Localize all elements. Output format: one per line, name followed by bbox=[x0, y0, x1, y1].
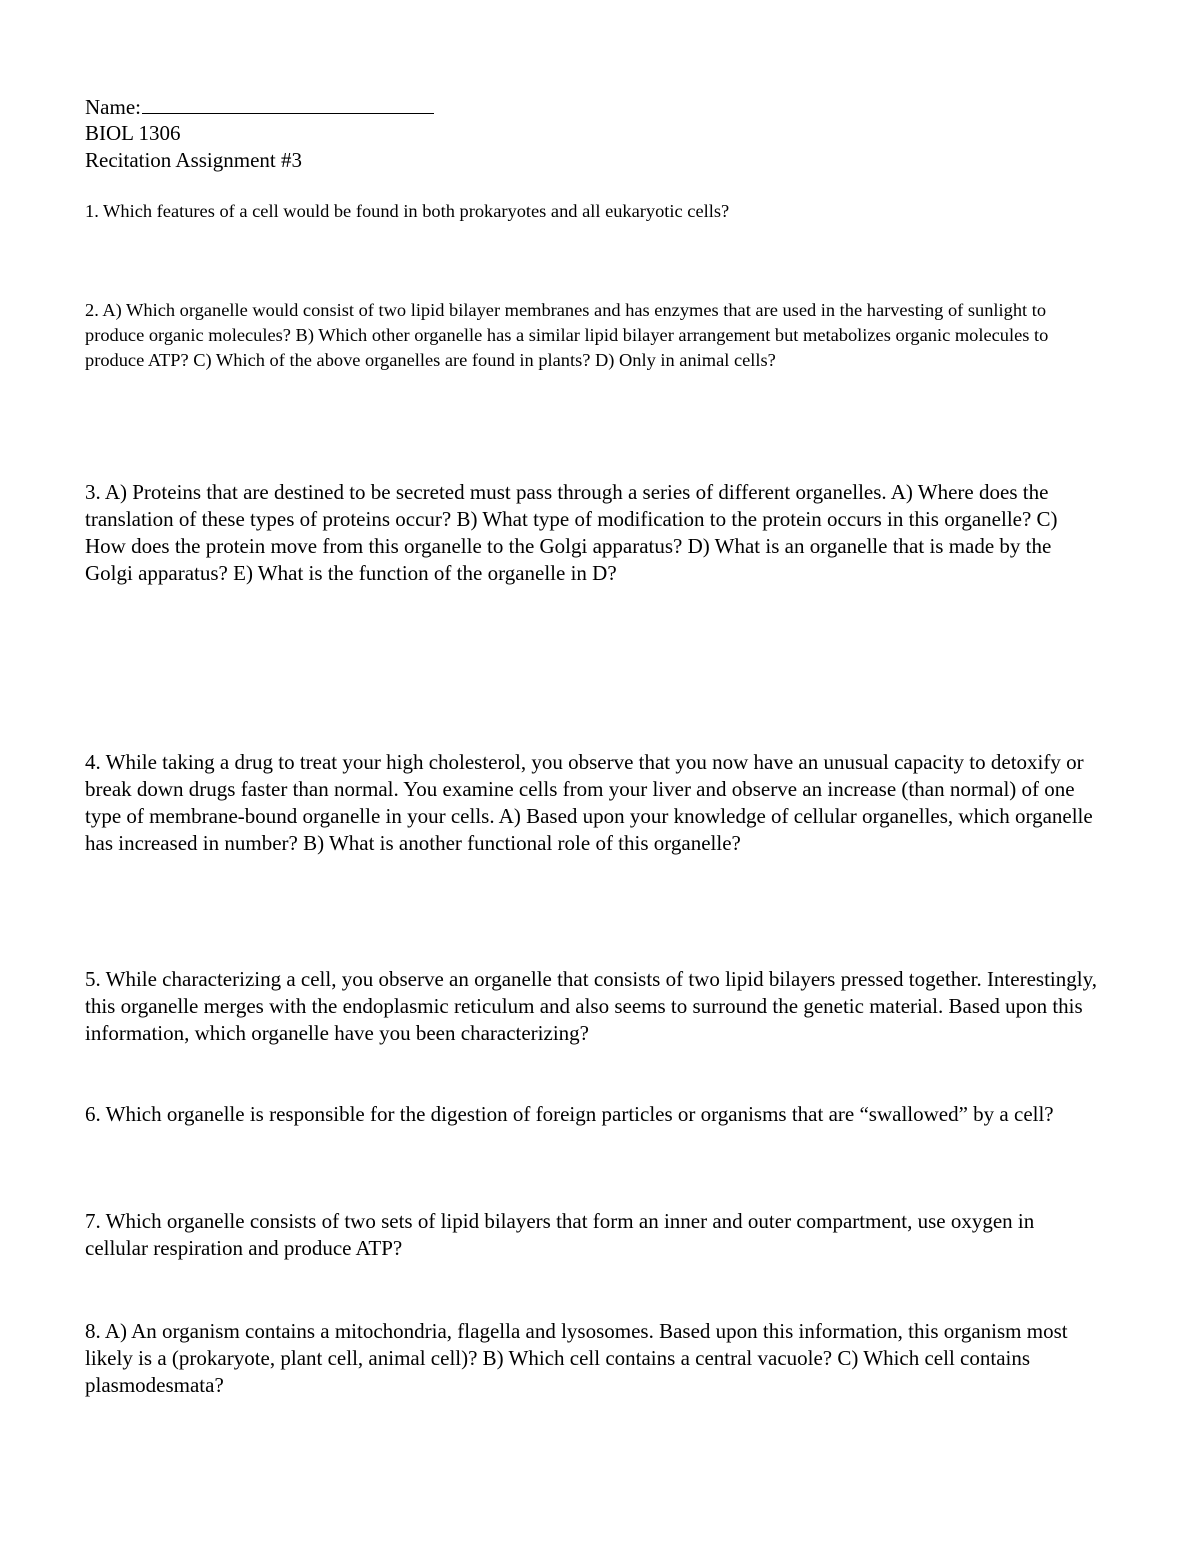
name-blank[interactable] bbox=[142, 93, 434, 114]
name-line bbox=[85, 93, 434, 121]
assignment-title: Recitation Assignment #3 bbox=[85, 148, 302, 172]
question-5: 5. While characterizing a cell, you observe an organelle that consists of two lipid bilayers pressed together. Interestingly, this organelle merges with the endoplasmic reticulum and also seems to surround the genetic material. Based upon this information, which organelle have you been characterizing? bbox=[85, 967, 1097, 1045]
question-1: 1. Which features of a cell would be found in both prokaryotes and all eukaryotic cells? bbox=[85, 201, 730, 221]
name-label: Name: bbox=[85, 95, 141, 119]
question-6: 6. Which organelle is responsible for the digestion of foreign particles or organisms that are “swallowed” by a cell? bbox=[85, 1102, 1054, 1126]
question-2: 2. A) Which organelle would consist of two lipid bilayer membranes and has enzymes that are used in the harvesting of sunlight to produce organic molecules? B) Which other organelle has a similar lipid bilayer arrangement but metabolizes organic molecules to produce ATP? C) Which of the above organelles are found in plants? D) Only in animal cells? bbox=[85, 300, 1049, 370]
question-8: 8. A) An organism contains a mitochondria, flagella and lysosomes. Based upon this information, this organism most likely is a (prokaryote, plant cell, animal cell)? B) Which cell contains a central vacuole? C) Which cell contains plasmodesmata? bbox=[85, 1319, 1068, 1397]
question-7: 7. Which organelle consists of two sets of lipid bilayers that form an inner and outer compartment, use oxygen in cellular respiration and produce ATP? bbox=[85, 1209, 1035, 1260]
question-3: 3. A) Proteins that are destined to be secreted must pass through a series of different organelles. A) Where does the translation of these types of proteins occur? B) What type of modification to the protein occurs in this organelle? C) How does the protein move from this organelle to the Golgi apparatus? D) What is an organelle that is made by the Golgi apparatus? E) What is the function of the organelle in D? bbox=[85, 480, 1058, 585]
course-code: BIOL 1306 bbox=[85, 121, 181, 145]
question-4: 4. While taking a drug to treat your high cholesterol, you observe that you now have an unusual capacity to detoxify or break down drugs faster than normal. You examine cells from your liver and observe an increase (than normal) of one type of membrane-bound organelle in your cells. A) Based upon your knowledge of cellular organelles, which organelle has increased in number? B) What is another functional role of this organelle? bbox=[85, 750, 1093, 855]
